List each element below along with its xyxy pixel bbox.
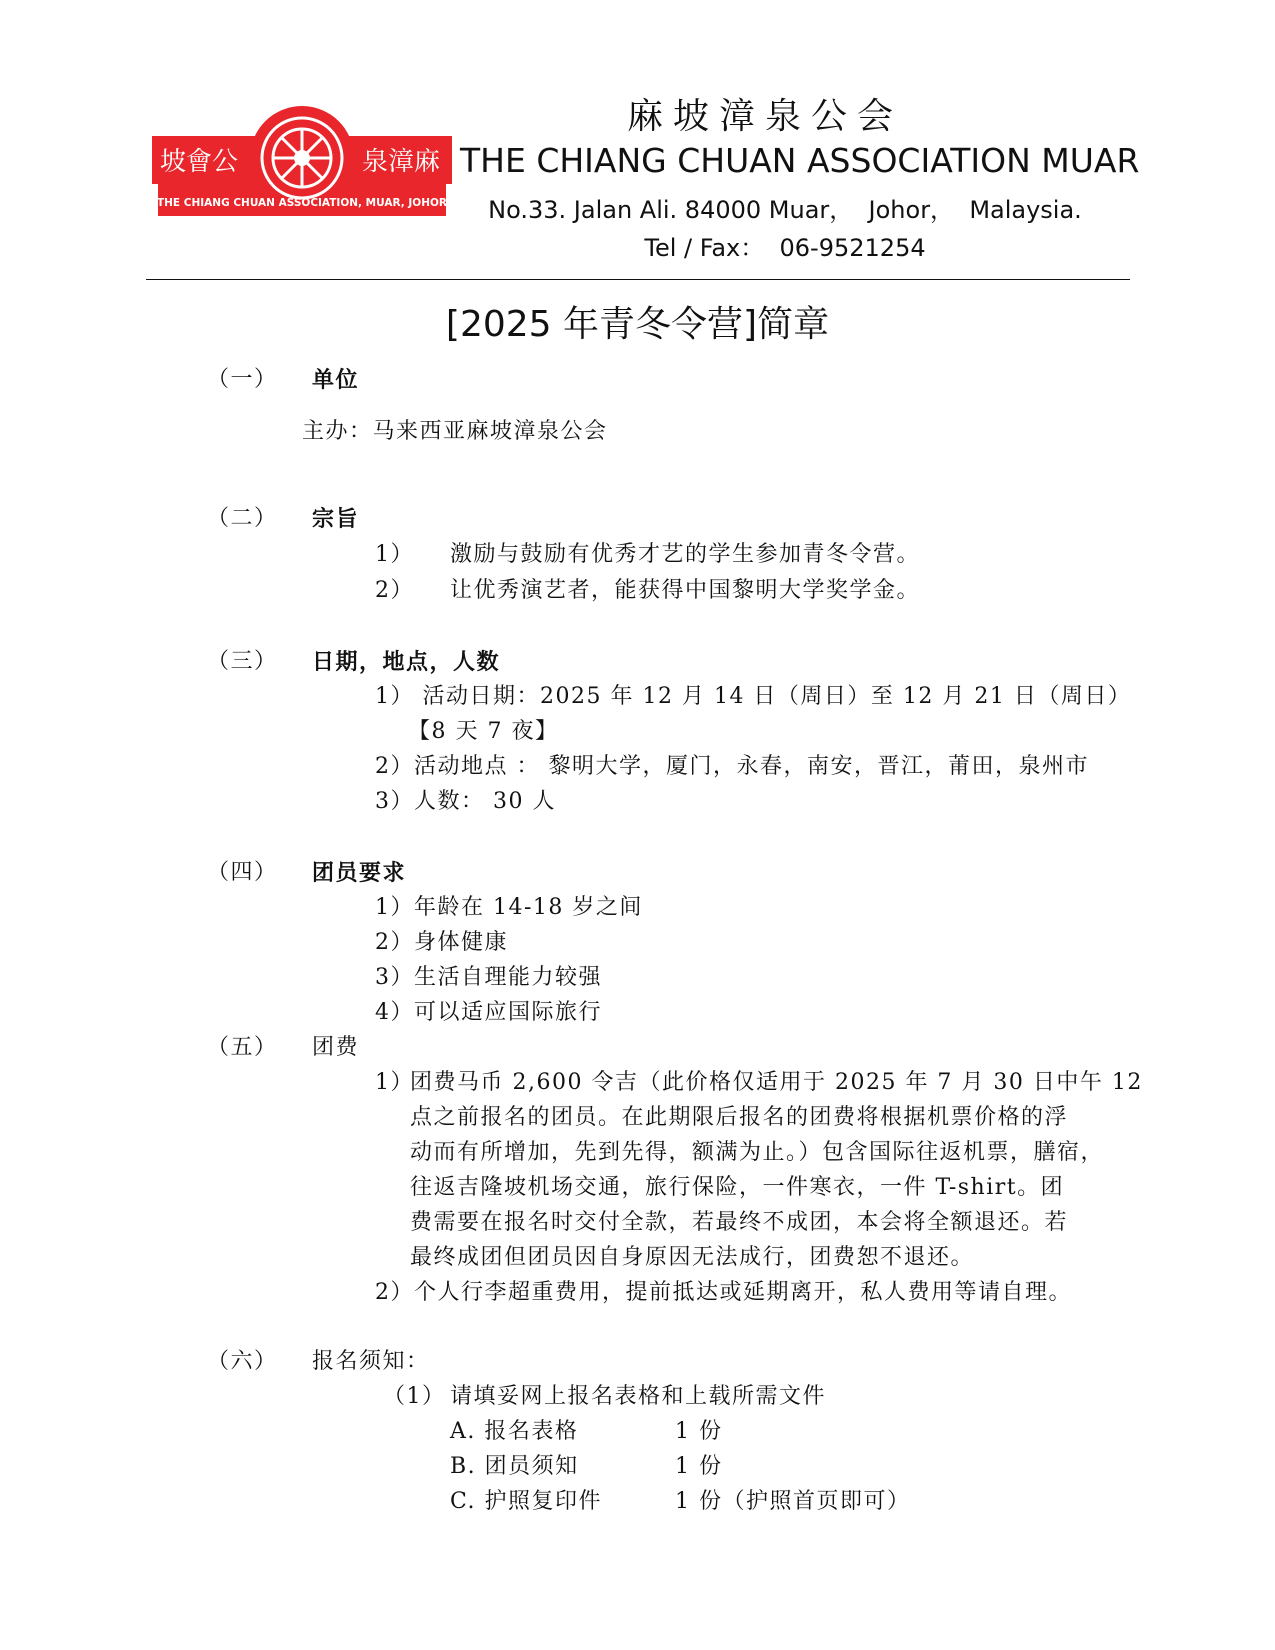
section-6-title: 报名须知： xyxy=(312,1349,430,1374)
section-5-number: （五） xyxy=(207,1035,278,1060)
association-address: No.33. Jalan Ali. 84000 Muar， Johor， Malaysia. xyxy=(488,196,1082,224)
association-tel-fax: Tel / Fax： 06-9521254 xyxy=(644,234,926,262)
fee-paragraph-line: 费需要在报名时交付全款，若最终不成团，本会将全额退还。若 xyxy=(410,1210,1069,1235)
purpose-item-2-text: 让优秀演艺者，能获得中国黎明大学奖学金。 xyxy=(450,578,921,603)
purpose-item-2-number: 2） xyxy=(375,578,414,603)
svg-text:坡會公: 坡會公 xyxy=(160,147,239,177)
svg-text:泉漳麻: 泉漳麻 xyxy=(362,147,441,177)
document-c-label: C. 护照复印件 xyxy=(450,1489,603,1514)
registration-step-text: 请填妥网上报名表格和上载所需文件 xyxy=(450,1384,827,1409)
requirement-item: 4）可以适应国际旅行 xyxy=(375,1000,602,1025)
purpose-item-1-text: 激励与鼓励有优秀才艺的学生参加青冬令营。 xyxy=(450,542,921,567)
section-2-number: （二） xyxy=(207,506,278,531)
document-a-label: A. 报名表格 xyxy=(450,1419,579,1444)
section-2-title: 宗旨 xyxy=(312,506,360,532)
purpose-item-1-number: 1） xyxy=(375,542,414,567)
fee-item-2: 2）个人行李超重费用，提前抵达或延期离开，私人费用等请自理。 xyxy=(375,1280,1072,1305)
section-6-number: （六） xyxy=(207,1349,278,1374)
participant-count-line: 3）人数： 30 人 xyxy=(375,789,556,814)
section-3-title: 日期，地点，人数 xyxy=(312,649,501,675)
requirement-item: 1）年龄在 14-18 岁之间 xyxy=(375,895,643,920)
section-1-title: 单位 xyxy=(312,367,360,393)
fee-paragraph-line: 动而有所增加，先到先得，额满为止。）包含国际往返机票，膳宿， xyxy=(410,1140,1105,1165)
organizer-line: 主办：马来西亚麻坡漳泉公会 xyxy=(302,419,608,444)
requirement-item: 3）生活自理能力较强 xyxy=(375,965,602,990)
section-3-number: （三） xyxy=(207,649,278,674)
fee-paragraph-line: 点之前报名的团员。在此期限后报名的团费将根据机票价格的浮 xyxy=(410,1105,1069,1130)
association-name-chinese: 麻坡漳泉公会 xyxy=(626,96,903,137)
association-name-english: THE CHIANG CHUAN ASSOCIATION MUAR xyxy=(460,141,1140,180)
document-a-qty: 1 份 xyxy=(675,1419,723,1444)
association-logo xyxy=(152,100,452,225)
section-4-title: 团员要求 xyxy=(312,860,407,886)
document-title: [2025 年青冬令营]简章 xyxy=(445,304,830,345)
registration-step-number: （1） xyxy=(383,1384,446,1409)
logo-emblem xyxy=(152,100,452,225)
fee-paragraph-line: 最终成团但团员因自身原因无法成行，团费恕不退还。 xyxy=(410,1245,975,1270)
header-divider xyxy=(146,279,1130,280)
activity-duration: 【8 天 7 夜】 xyxy=(408,719,559,744)
activity-date-line: 1） 活动日期：2025 年 12 月 14 日（周日）至 12 月 21 日（周日） xyxy=(375,684,1132,709)
section-5-title: 团费 xyxy=(312,1035,360,1060)
document-c-qty: 1 份（护照首页即可） xyxy=(675,1489,911,1514)
document-b-qty: 1 份 xyxy=(675,1454,723,1479)
svg-text:THE CHIANG CHUAN ASSOCIATION,: THE CHIANG CHUAN ASSOCIATION, MUAR, JOHOR xyxy=(156,197,448,209)
section-1-number: （一） xyxy=(207,367,278,392)
requirement-item: 2）身体健康 xyxy=(375,930,508,955)
document-b-label: B. 团员须知 xyxy=(450,1454,579,1479)
activity-location-line: 2）活动地点 ： 黎明大学，厦门，永春，南安，晋江，莆田，泉州市 xyxy=(375,754,1089,779)
fee-paragraph-line: 团费马币 2,600 令吉（此价格仅适用于 2025 年 7 月 30 日中午 12 xyxy=(410,1070,1143,1095)
fee-item-1-number: 1） xyxy=(375,1070,414,1095)
section-4-number: （四） xyxy=(207,860,278,885)
fee-paragraph-line: 往返吉隆坡机场交通，旅行保险，一件寒衣，一件 T-shirt。团 xyxy=(410,1175,1065,1200)
